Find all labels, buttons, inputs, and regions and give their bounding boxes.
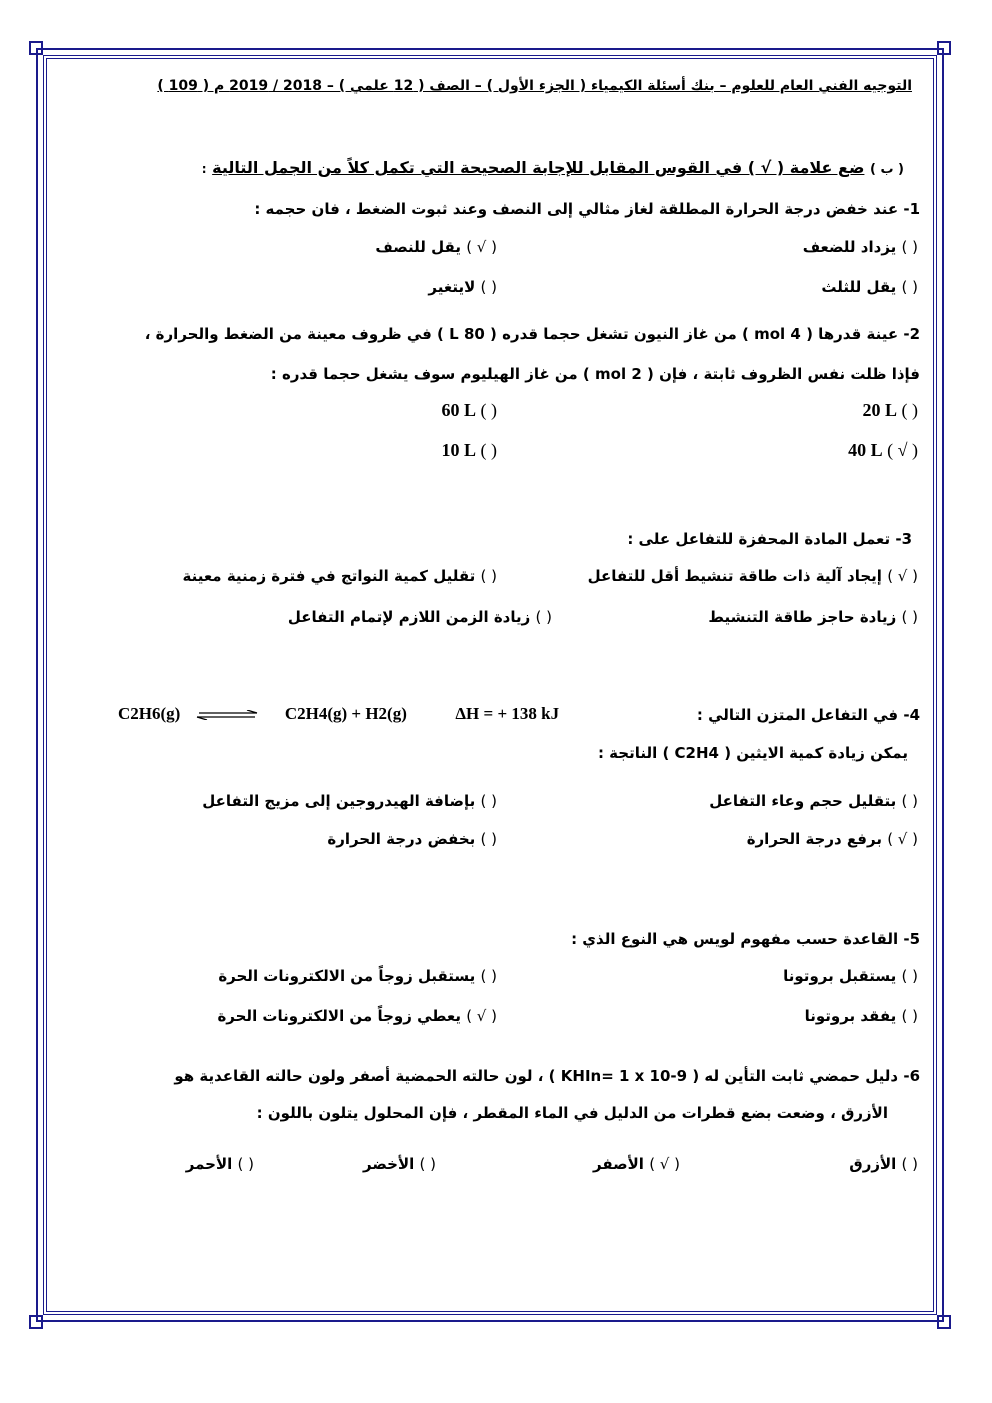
option-checkbox[interactable]: ( ) 20 L — [862, 400, 918, 420]
question-6-text-line1: 6- دليل حمضي ثابت التأين له ( KHIn= 1 x 10-9 ) ، لون حالته الحمضية أصفر ولون حالته القاعدية هو — [174, 1067, 920, 1085]
instruction-colon: : — [201, 162, 207, 176]
option-checkbox[interactable]: ( √ ) برفع درجة الحرارة — [746, 830, 918, 848]
equation-enthalpy: ΔH = + 138 kJ — [455, 704, 560, 723]
option-checkbox[interactable]: ( √ ) الأصفر — [593, 1155, 680, 1173]
option-checkbox[interactable]: ( √ ) يعطي زوجاً من الالكترونات الحرة — [217, 1007, 497, 1025]
option-checkbox[interactable]: ( ) يستقبل زوجاً من الالكترونات الحرة — [218, 967, 497, 985]
option-checkbox[interactable]: ( ) الأخضر — [363, 1155, 436, 1173]
question-1-text: 1- عند خفض درجة الحرارة المطلقة لغاز مثالي إلى النصف وعند ثبوت الضغط ، فان حجمه : — [254, 200, 920, 218]
option-checkbox[interactable]: ( ) 60 L — [441, 400, 497, 420]
question-2-text-line1: 2- عينة قدرها ( 4 mol ) من غاز النيون تشغل حجما قدره ( 80 L ) في ظروف معينة من الضغط والحرارة ، — [144, 325, 920, 343]
option-checkbox[interactable]: ( ) بإضافة الهيدروجين إلى مزيج التفاعل — [202, 792, 497, 810]
option-checkbox[interactable]: ( ) بخفض درجة الحرارة — [327, 830, 497, 848]
option-checkbox[interactable]: ( ) 10 L — [441, 440, 497, 460]
option-checkbox[interactable]: ( ) الأحمر — [185, 1155, 254, 1173]
option-checkbox[interactable]: ( ) بتقليل حجم وعاء التفاعل — [709, 792, 918, 810]
question-4-text-line2: يمكن زيادة كمية الايثين ( C2H4 ) الناتجة : — [597, 744, 908, 762]
border-corner — [937, 1315, 951, 1329]
question-5-text: 5- القاعدة حسب مفهوم لويس هي النوع الذي : — [571, 930, 920, 948]
option-checkbox[interactable]: ( √ ) إيجاد آلية ذات طاقة تنشيط أقل للتفاعل — [587, 567, 918, 585]
question-6-text-line2: الأزرق ، وضعت بضع قطرات من الدليل في الماء المقطر ، فإن المحلول يتلون باللون : — [256, 1104, 888, 1122]
question-2-text-line2: فإذا ظلت نفس الظروف ثابتة ، فإن ( 2 mol ) من غاز الهيليوم سوف يشغل حجما قدره : — [270, 365, 920, 383]
option-checkbox[interactable]: ( ) يفقد بروتونا — [804, 1007, 918, 1025]
border-corner — [937, 41, 951, 55]
section-label: ( ب ) — [870, 162, 904, 177]
equation-products: C2H4(g) + H2(g) — [284, 704, 407, 723]
instruction-text: ضع علامة ( √ ) في القوس المقابل للإجابة الصحيحة التي تكمل كلاً من الجمل التالية — [212, 158, 865, 177]
option-checkbox[interactable]: ( ) زيادة الزمن اللازم لإتمام التفاعل — [287, 608, 552, 626]
border-corner — [29, 1315, 43, 1329]
question-4-text-line1: 4- في التفاعل المتزن التالي : — [696, 706, 920, 724]
option-checkbox[interactable]: ( ) يقل للثلث — [821, 278, 918, 296]
option-checkbox[interactable]: ( ) تقليل كمية النواتج في فترة زمنية معينة — [182, 567, 497, 585]
border-corner — [29, 41, 43, 55]
equilibrium-equation — [118, 704, 559, 724]
page-header: التوجيه الفني العام للعلوم – بنك أسئلة الكيمياء ( الجزء الأول ) – الصف ( 12 علمي ) – 2018 / 2019 م ( 109 ) — [157, 78, 912, 94]
option-checkbox[interactable]: ( ) لايتغير — [428, 278, 497, 296]
option-checkbox[interactable]: ( ) زيادة حاجز طاقة التنشيط — [708, 608, 918, 626]
equation-reactant: C2H6(g) — [118, 704, 181, 723]
option-checkbox[interactable]: ( √ ) 40 L — [848, 440, 918, 460]
section-instruction — [202, 158, 904, 177]
option-checkbox[interactable]: ( √ ) يقل للنصف — [375, 238, 497, 256]
option-checkbox[interactable]: ( ) يزداد للضعف — [802, 238, 918, 256]
equilibrium-arrow-icon — [195, 710, 259, 720]
option-checkbox[interactable]: ( ) يستقبل بروتونا — [783, 967, 918, 985]
question-3-text: 3- تعمل المادة المحفزة للتفاعل على : — [627, 530, 912, 548]
option-checkbox[interactable]: ( ) الأزرق — [849, 1155, 918, 1173]
